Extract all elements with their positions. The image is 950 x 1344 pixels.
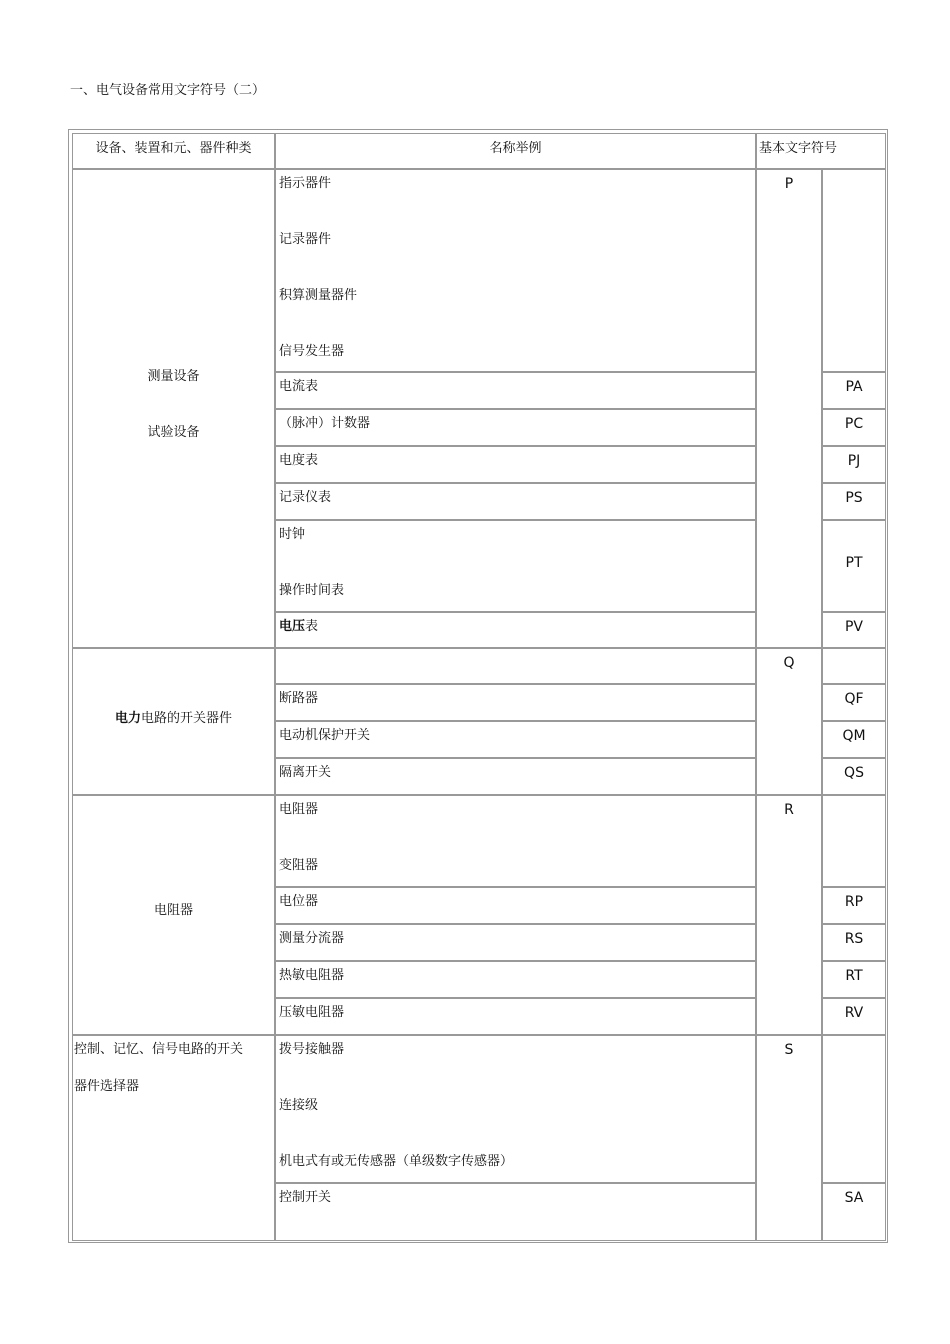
code-cell: [822, 446, 886, 483]
header-symbol: [756, 133, 886, 169]
code-symbol: SA: [844, 1190, 864, 1206]
example-name: （脉冲）计数器: [279, 416, 371, 431]
example-cell: [275, 409, 756, 446]
example-cell: [275, 721, 756, 758]
example-cell: [275, 372, 756, 409]
example-name: 电位器: [279, 894, 319, 909]
code-symbol: QS: [844, 765, 864, 781]
code-cell: [822, 924, 886, 961]
header-example-text: 名称举例: [489, 141, 542, 156]
example-name: 断路器: [279, 691, 319, 706]
category-cell-q: [72, 648, 275, 795]
example-cell: [275, 612, 756, 648]
example-name: 控制开关: [279, 1190, 332, 1205]
page-title: 一、电气设备常用文字符号（二）: [70, 83, 266, 98]
example-name: 机电式有或无传感器（单级数字传感器）: [279, 1154, 514, 1169]
code-cell: [822, 795, 886, 887]
example-name: 积算测量器件: [279, 288, 358, 303]
example-cell: [275, 169, 756, 372]
category-rest: 电路的开关器件: [141, 711, 233, 726]
example-name: 隔离开关: [279, 765, 332, 780]
code-symbol: PV: [844, 619, 864, 635]
example-cell: [275, 520, 756, 612]
category-cell-r: [72, 795, 275, 1035]
example-name: 热敏电阻器: [279, 968, 345, 983]
example-name: 信号发生器: [279, 344, 345, 359]
example-name: 时钟: [279, 527, 306, 542]
example-name: 连接级: [279, 1098, 319, 1113]
category-line: 测量设备: [147, 369, 200, 384]
category-cell-s: [72, 1035, 275, 1241]
letter-cell-q: [756, 648, 822, 795]
header-category: [72, 133, 275, 169]
example-name: 电度表: [279, 453, 319, 468]
example-name: 操作时间表: [279, 583, 345, 598]
code-cell: [822, 409, 886, 446]
code-symbol: RS: [844, 931, 864, 947]
example-name: 拨号接触器: [279, 1042, 345, 1057]
example-name: 测量分流器: [279, 931, 345, 946]
example-name: 电流表: [279, 379, 319, 394]
code-symbol: QF: [844, 691, 864, 707]
letter-cell-p: [756, 169, 822, 648]
example-name: 指示器件: [279, 176, 332, 191]
example-name: 电动机保护开关: [279, 728, 371, 743]
code-cell: [822, 998, 886, 1035]
letter-cell-r: [756, 795, 822, 1035]
example-cell: [275, 887, 756, 924]
header-symbol-text: 基本文字符号: [759, 141, 838, 156]
letter-symbol: R: [784, 802, 794, 818]
example-cell: [275, 998, 756, 1035]
example-name-bold: 电压: [279, 619, 306, 634]
letter-symbol: Q: [783, 655, 795, 671]
code-cell: [822, 612, 886, 648]
example-cell: [275, 758, 756, 795]
code-cell: [822, 648, 886, 684]
example-cell: [275, 648, 756, 684]
code-cell: [822, 961, 886, 998]
code-symbol: PJ: [847, 453, 861, 469]
header-example: [275, 133, 756, 169]
example-cell: [275, 1183, 756, 1241]
code-symbol: RT: [845, 968, 863, 984]
example-cell: [275, 961, 756, 998]
example-name-rest: 表: [305, 619, 319, 634]
category-line: 控制、记忆、信号电路的开关: [74, 1042, 244, 1057]
category-line: 器件选择器: [74, 1079, 140, 1094]
example-name: 记录仪表: [279, 490, 332, 505]
letter-symbol: P: [784, 176, 794, 192]
code-symbol: RP: [844, 894, 864, 910]
code-cell: [822, 684, 886, 721]
code-cell: [822, 520, 886, 612]
code-cell: [822, 169, 886, 372]
code-cell: [822, 721, 886, 758]
letter-cell-s: [756, 1035, 822, 1241]
code-symbol: QM: [842, 728, 866, 744]
example-cell: [275, 483, 756, 520]
code-cell: [822, 1183, 886, 1241]
example-name: 压敏电阻器: [279, 1005, 345, 1020]
code-cell: [822, 1035, 886, 1183]
example-cell: [275, 446, 756, 483]
code-symbol: RV: [844, 1005, 864, 1021]
code-symbol: PT: [845, 555, 863, 571]
letter-symbol: S: [784, 1042, 794, 1058]
example-name: 记录器件: [279, 232, 332, 247]
category-line: 电阻器: [153, 903, 193, 918]
code-cell: [822, 483, 886, 520]
code-cell: [822, 758, 886, 795]
header-category-text: 设备、装置和元、器件种类: [95, 141, 252, 156]
category-cell-p: [72, 169, 275, 648]
example-name: 变阻器: [279, 858, 319, 873]
example-cell: [275, 795, 756, 887]
example-cell: [275, 684, 756, 721]
symbol-table: [68, 129, 888, 1243]
example-cell: [275, 1035, 756, 1183]
example-name: 电阻器: [279, 802, 319, 817]
code-cell: [822, 887, 886, 924]
code-symbol: PC: [844, 416, 864, 432]
category-bold: 电力: [114, 711, 141, 726]
example-cell: [275, 924, 756, 961]
category-line: 试验设备: [147, 425, 200, 440]
code-symbol: PS: [845, 490, 863, 506]
code-symbol: PA: [845, 379, 863, 395]
code-cell: [822, 372, 886, 409]
